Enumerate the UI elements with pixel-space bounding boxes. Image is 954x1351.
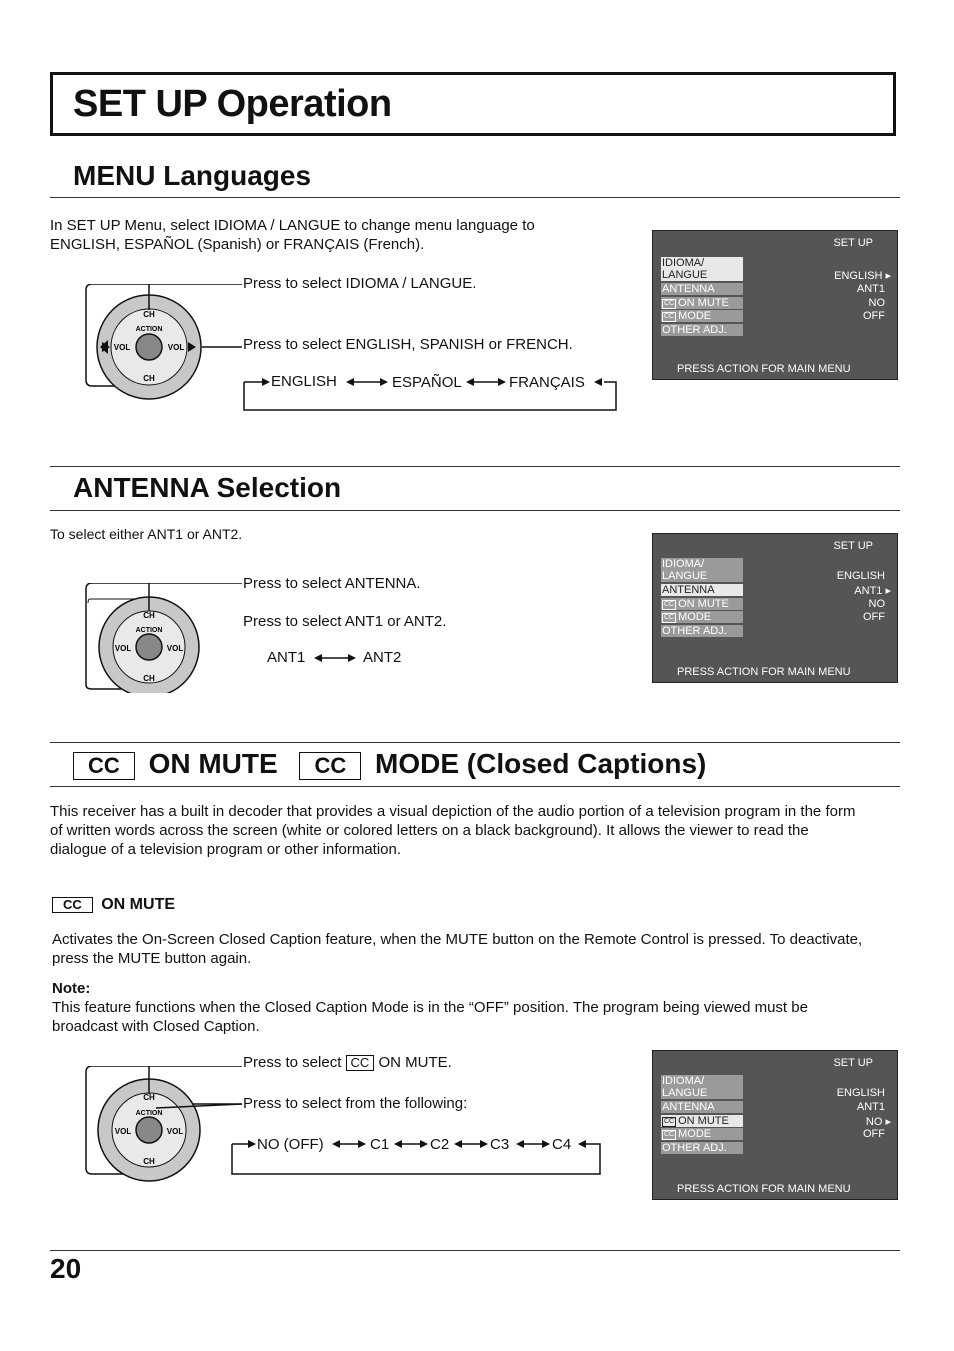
svg-text:ACTION: ACTION [135,627,163,634]
svg-text:VOL: VOL [113,343,131,352]
remote-dial-icon [84,583,244,693]
osd-setup-menu-cc: SET UP IDIOMA/ LANGUE ANTENNA CC ON MUTE CC MODE OTHER ADJ. ENGLISH ANT1 NO ▸ OFF PRESS ACTION FOR MAIN MENU [652,1050,898,1200]
page-number: 20 [50,1253,82,1284]
divider [50,742,900,743]
note-text: This feature functions when the Closed Caption Mode is in the “OFF” position. The program being viewed must be broadcast with Closed Caption. [52,999,808,1035]
svg-text:ACTION: ACTION [135,1110,163,1117]
cycle-english: ENGLISH [271,373,337,390]
svg-text:CH: CH [143,310,155,319]
divider [50,466,900,467]
on-mute-description: Activates the On-Screen Closed Caption feature, when the MUTE button on the Remote Control is pressed. To deactivate, press the MUTE button again. [52,931,863,967]
label-select-on-mute: Press to select CC ON MUTE. [243,1054,452,1071]
label-select-antenna: Press to select ANTENNA. [243,575,421,592]
cycle-c4: C4 [552,1136,572,1153]
divider [50,1250,900,1251]
svg-text:CH: CH [143,374,155,383]
svg-text:CH: CH [143,1093,155,1102]
svg-text:CH: CH [143,674,155,683]
svg-text:VOL: VOL [114,644,132,653]
page-title: SET UP Operation [73,83,392,125]
double-arrow-icon [314,651,356,665]
cycle-c3: C3 [490,1136,510,1153]
cycle-espanol: ESPAÑOL [392,374,462,391]
svg-text:VOL: VOL [167,343,185,352]
osd-setup-menu-antenna: SET UP IDIOMA/ LANGUE ANTENNA CC ON MUTE CC MODE OTHER ADJ. ENGLISH ANT1 ▸ NO OFF PRESS ACTION FOR MAIN MENU [652,533,898,683]
osd-setup-menu-language: SET UP IDIOMA/ LANGUE ANTENNA CC ON MUTE CC MODE OTHER ADJ. ENGLISH ▸ ANT1 NO OFF PRESS ACTION FOR MAIN MENU [652,230,898,380]
divider [50,197,900,198]
svg-text:CH: CH [143,1157,155,1166]
remote-dial-icon [84,284,244,400]
label-select-idioma: Press to select IDIOMA / LANGUE. [243,275,477,292]
cycle-no-off: NO (OFF) [257,1136,324,1153]
on-mute-subheading: CC ON MUTE [52,896,175,914]
label-select-following: Press to select from the following: [243,1095,468,1112]
svg-text:CH: CH [143,611,155,620]
cycle-ant1: ANT1 [267,649,306,666]
divider [50,786,900,787]
cycle-c2: C2 [430,1136,450,1153]
cc-heading: CC ON MUTE CC MODE (Closed Captions) [73,748,706,780]
cc-intro: This receiver has a built in decoder that provides a visual depiction of the audio portion of a television program in the form of written words across the screen (white or colored letters on a black background). It allows the viewer to read the dialogue of a television program or other information. [50,803,856,858]
antenna-intro: To select either ANT1 or ANT2. [50,526,243,542]
cycle-ant2: ANT2 [363,649,402,666]
cc-badge: CC [73,752,135,780]
svg-text:VOL: VOL [166,1127,184,1136]
cycle-c1: C1 [370,1136,390,1153]
cycle-francais: FRANÇAIS [509,374,585,391]
antenna-heading: ANTENNA Selection [73,472,342,503]
label-select-ant: Press to select ANT1 or ANT2. [243,613,447,630]
menu-languages-intro: In SET UP Menu, select IDIOMA / LANGUE to change menu language to ENGLISH, ESPAÑOL (Spanish) or FRANÇAIS (French). [50,217,535,253]
svg-text:VOL: VOL [114,1127,132,1136]
remote-dial-icon [84,1066,244,1182]
note-label: Note: [52,980,91,997]
menu-languages-heading: MENU Languages [73,160,312,191]
divider [50,510,900,511]
label-select-language: Press to select ENGLISH, SPANISH or FRENCH. [243,336,573,353]
cc-badge: CC [299,752,361,780]
svg-text:ACTION: ACTION [135,326,163,333]
svg-text:VOL: VOL [166,644,184,653]
title-box [50,72,896,136]
